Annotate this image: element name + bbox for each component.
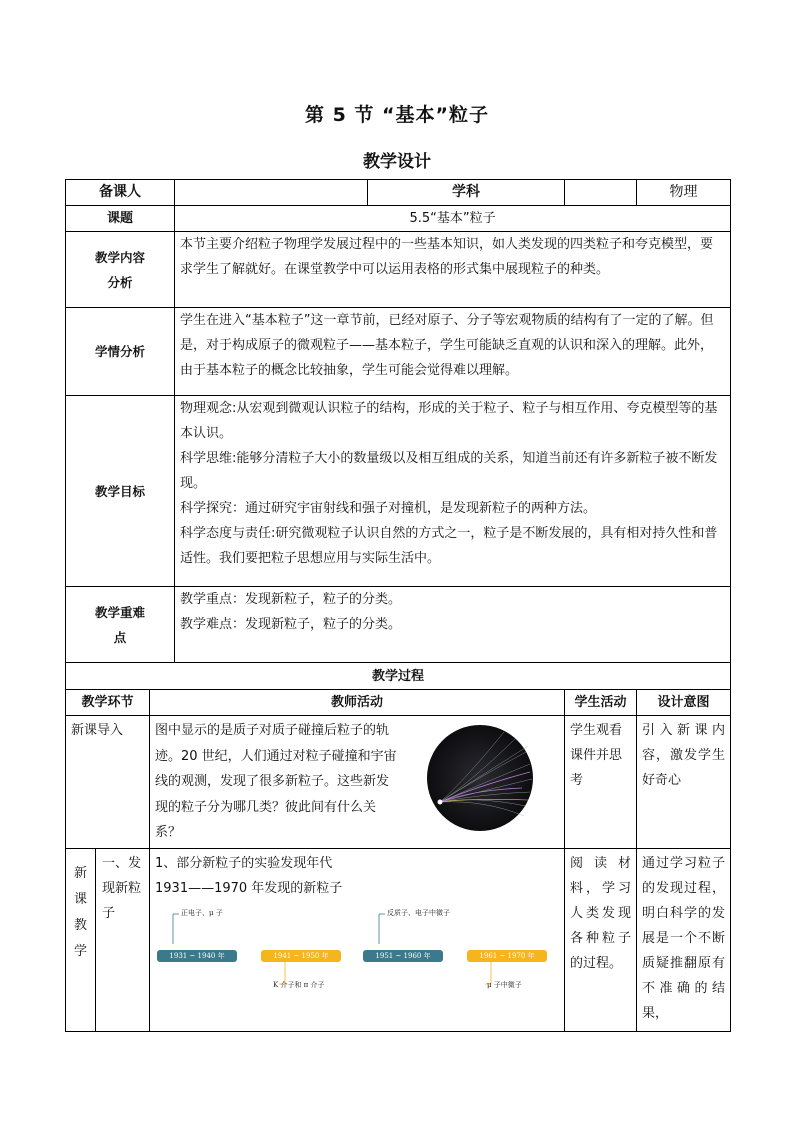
process-title: 教学过程	[66, 663, 731, 690]
intro-teacher-cell	[150, 716, 565, 849]
timeline-period: 1931 ~ 1940 年	[157, 950, 237, 962]
objectives-list	[175, 396, 731, 587]
col-header-student: 学生活动	[565, 690, 637, 716]
timeline-note-top: 正电子、μ 子	[181, 908, 223, 917]
new-lesson-student: 阅读材料，学习人类发现各种粒子的过程。	[565, 848, 637, 1031]
discovery-timeline	[155, 906, 555, 1002]
subject-value: 物理	[637, 180, 731, 206]
stage-char: 教	[73, 917, 87, 933]
intro-stage: 新课导入	[66, 716, 150, 849]
new-lesson-stage	[66, 848, 96, 1031]
document-subtitle: 教学设计	[363, 152, 431, 172]
preparer-value	[175, 180, 368, 206]
timeline-period: 1951 ~ 1960 年	[363, 950, 443, 962]
difficult-point: 教学难点：发现新粒子，粒子的分类。	[180, 617, 402, 632]
new-lesson-intent: 通过学习粒子的发现过程，明白科学的发展是一个不断质疑推翻原有不准确的结果，	[637, 848, 731, 1031]
intro-intent: 引入新课内容，激发学生好奇心	[637, 716, 731, 849]
content-analysis-label	[66, 232, 175, 308]
new-lesson-teacher-cell	[150, 848, 565, 1031]
col-header-intent: 设计意图	[637, 690, 731, 716]
content-analysis-text: 本节主要介绍粒子物理学发展过程中的一些基本知识，如人类发现的四类粒子和夸克模型，要求学生了解就好。在课堂教学中可以运用表格的形式集中展现粒子的种类。	[175, 232, 731, 308]
teacher-line1: 1、部分新粒子的实验发现年代	[155, 855, 333, 871]
stage-char: 课	[73, 891, 87, 907]
teacher-line2: 1931——1970 年发现的新粒子	[155, 881, 343, 896]
objective-item: 科学思维:能够分清粒子大小的数量级以及相互组成的关系，知道当前还有许多新粒子被不断发现。	[180, 451, 718, 491]
objective-item: 物理观念:从宏观到微观认识粒子的结构，形成的关于粒子、粒子与相互作用、夸克模型等的基本认识。	[180, 401, 718, 441]
student-analysis-label: 学情分析	[66, 308, 175, 396]
content-analysis-label-line2: 分析	[107, 274, 133, 290]
student-analysis-text: 学生在进入“基本粒子”这一章节前，已经对原子、分子等宏观物质的结构有了一定的了解。但是，对于构成原子的微观粒子——基本粒子，学生可能缺乏直观的认识和深入的理解。此外，由于基本粒子的概念比较抽象，学生可能会觉得难以理解。	[175, 308, 731, 396]
objective-item: 科学探究：通过研究宇宙射线和强子对撞机，是发现新粒子的两种方法。	[180, 501, 597, 516]
key-points-text	[175, 587, 731, 663]
subject-label: 学科	[368, 180, 565, 206]
sub-stage: 一、发现新粒子	[96, 848, 150, 1031]
intro-teacher-text: 图中显示的是质子对质子碰撞后粒子的轨迹。20 世纪，人们通过对粒子碰撞和宇宙线的观测，发现了很多新粒子。这些新发现的粒子分为哪几类？彼此间有什么关系？	[155, 723, 397, 840]
content-analysis-label-line1: 教学内容	[95, 249, 146, 265]
key-points-label	[66, 587, 175, 663]
col-header-teacher: 教师活动	[150, 690, 565, 716]
timeline-note-bottom: μ 子中微子	[487, 980, 522, 989]
particle-collision-image	[426, 724, 534, 832]
key-points-label-line2: 点	[113, 629, 127, 645]
timeline-period: 1941 ~ 1950 年	[261, 950, 341, 962]
col-header-stage: 教学环节	[66, 690, 150, 716]
stage-char: 学	[73, 943, 87, 959]
topic-value: 5.5“基本”粒子	[175, 206, 731, 232]
lesson-plan-table	[65, 179, 731, 1032]
timeline-note-bottom: K 介子和 π 介子	[273, 980, 325, 989]
preparer-label: 备课人	[66, 180, 175, 206]
stage-char: 新	[73, 865, 87, 881]
topic-label: 课题	[66, 206, 175, 232]
objectives-label: 教学目标	[66, 396, 175, 587]
objective-item: 科学态度与责任:研究微观粒子认识自然的方式之一，粒子是不断发展的，具有相对持久性和普适性。我们要把粒子思想应用与实际生活中。	[180, 526, 718, 566]
timeline-note-top: 反质子、电子中微子	[387, 908, 450, 917]
intro-student: 学生观看课件并思考	[565, 716, 637, 849]
timeline-period: 1961 ~ 1970 年	[467, 950, 547, 962]
key-point: 教学重点：发现新粒子，粒子的分类。	[180, 592, 402, 607]
key-points-label-line1: 教学重难	[95, 604, 146, 620]
document-title: 第 5 节 “基本”粒子	[304, 104, 490, 126]
